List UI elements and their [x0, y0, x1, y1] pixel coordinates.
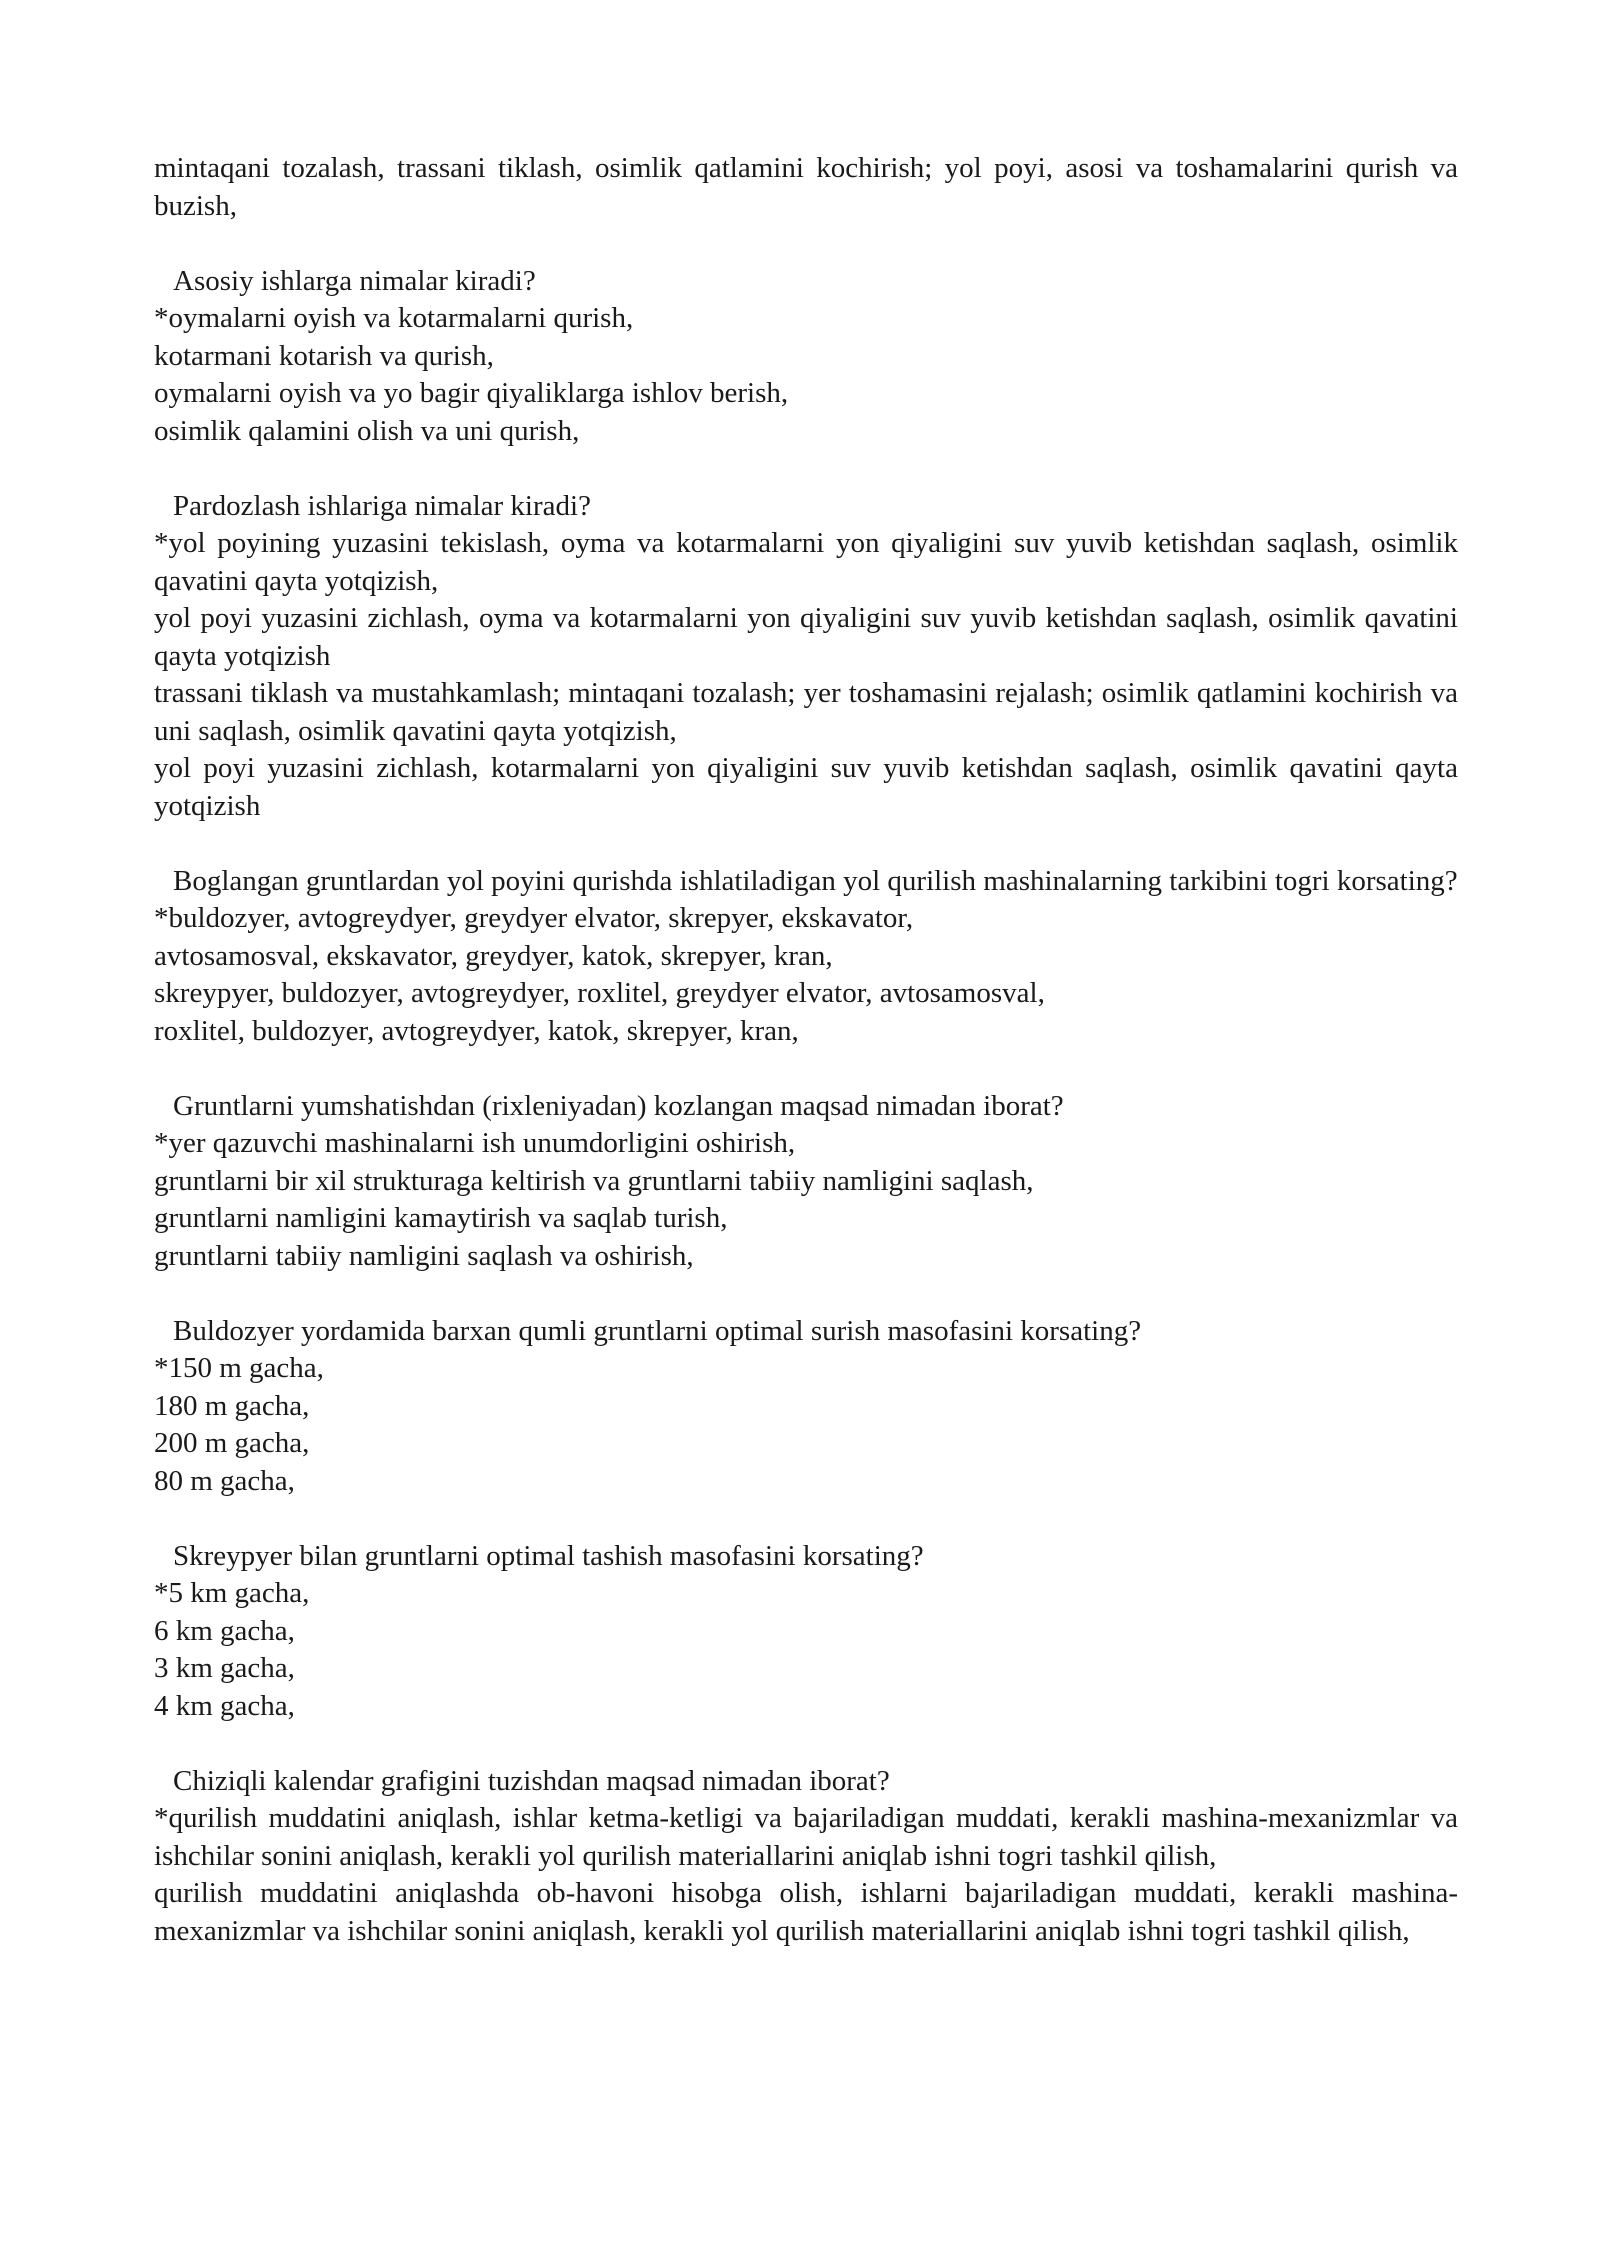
question-text: Pardozlash ishlariga nimalar kiradi?: [173, 489, 591, 522]
answer-option: trassani tiklash va mustahkamlash; mintaqani tozalash; yer toshamasini rejalash; osimlik qatlamini kochirish va uni saqlash, osimlik qavatini qayta yotqizish,: [154, 677, 1458, 747]
answer-option: avtosamosval, ekskavator, greydyer, katok, skrepyer, kran,: [154, 939, 833, 972]
question-text: Buldozyer yordamida barxan qumli gruntlarni optimal surish masofasini korsating?: [173, 1314, 1142, 1347]
question-text: Boglangan gruntlardan yol poyini qurishda ishlatiladigan yol qurilish mashinalarning tarkibini togri korsating?: [173, 864, 1458, 897]
answer-option: skreypyer, buldozyer, avtogreydyer, roxlitel, greydyer elvator, avtosamosval,: [154, 977, 1045, 1009]
answer-option: osimlik qalamini olish va uni qurish,: [154, 414, 580, 447]
answer-option: kotarmani kotarish va qurish,: [154, 339, 494, 372]
answer-option: 4 km gacha,: [154, 1689, 295, 1722]
question-block-7: [154, 1763, 1458, 1951]
intro-paragraph: [154, 150, 1458, 225]
answer-option-correct: *oymalarni oyish va kotarmalarni qurish,: [154, 302, 634, 334]
answer-option: yol poyi yuzasini zichlash, kotarmalarni yon qiyaligini suv yuvib ketishdan saqlash, osimlik qavatini qayta yotqizish: [154, 752, 1458, 822]
answer-option: oymalarni oyish va yo bagir qiyaliklarga ishlov berish,: [154, 377, 789, 409]
intro-text: mintaqani tozalash, trassani tiklash, osimlik qatlamini kochirish; yol poyi, asosi va toshamalarini qurish va buzish,: [154, 152, 1458, 222]
answer-option: 80 m gacha,: [154, 1464, 295, 1497]
question-block-3: [154, 863, 1458, 1051]
question-block-5: [154, 1313, 1458, 1501]
question-block-4: [154, 1088, 1458, 1276]
document-page: [154, 150, 1458, 1988]
answer-option: gruntlarni namligini kamaytirish va saqlab turish,: [154, 1202, 728, 1234]
answer-option-correct: *yol poyining yuzasini tekislash, oyma va kotarmalarni yon qiyaligini suv yuvib ketishdan saqlash, osimlik qavatini qayta yotqizish,: [154, 527, 1458, 597]
answer-option-correct: *5 km gacha,: [154, 1577, 310, 1609]
answer-option: gruntlarni tabiiy namligini saqlash va oshirish,: [154, 1239, 694, 1272]
answer-option-correct: *qurilish muddatini aniqlash, ishlar ketma-ketligi va bajariladigan muddati, kerakli mashina-mexanizmlar va ishchilar sonini aniqlash, kerakli yol qurilish materiallarini aniqlab ishni togri tashkil qilish,: [154, 1802, 1458, 1872]
answer-option-correct: *buldozyer, avtogreydyer, greydyer elvator, skrepyer, ekskavator,: [154, 902, 914, 934]
answer-option: 3 km gacha,: [154, 1652, 295, 1684]
answer-option: gruntlarni bir xil strukturaga keltirish va gruntlarni tabiiy namligini saqlash,: [154, 1164, 1034, 1197]
answer-option: qurilish muddatini aniqlashda ob-havoni hisobga olish, ishlarni bajariladigan muddati, kerakli mashina-mexanizmlar va ishchilar sonini aniqlash, kerakli yol qurilish materiallarini aniqlab ishni togri tashkil qilish,: [154, 1877, 1458, 1947]
answer-option-correct: *yer qazuvchi mashinalarni ish unumdorligini oshirish,: [154, 1127, 796, 1159]
answer-option-correct: *150 m gacha,: [154, 1352, 324, 1384]
question-text: Chiziqli kalendar grafigini tuzishdan maqsad nimadan iborat?: [173, 1764, 890, 1797]
answer-option: 6 km gacha,: [154, 1614, 295, 1647]
answer-option: 200 m gacha,: [154, 1427, 310, 1459]
question-text: Skreypyer bilan gruntlarni optimal tashish masofasini korsating?: [173, 1539, 924, 1572]
question-block-6: [154, 1538, 1458, 1726]
question-text: Asosiy ishlarga nimalar kiradi?: [173, 264, 536, 297]
question-block-2: [154, 488, 1458, 826]
answer-option: 180 m gacha,: [154, 1389, 310, 1422]
answer-option: roxlitel, buldozyer, avtogreydyer, katok, skrepyer, kran,: [154, 1014, 799, 1047]
question-block-1: [154, 263, 1458, 451]
answer-option: yol poyi yuzasini zichlash, oyma va kotarmalarni yon qiyaligini suv yuvib ketishdan saqlash, osimlik qavatini qayta yotqizish: [154, 602, 1458, 672]
question-text: Gruntlarni yumshatishdan (rixleniyadan) kozlangan maqsad nimadan iborat?: [173, 1089, 1064, 1122]
